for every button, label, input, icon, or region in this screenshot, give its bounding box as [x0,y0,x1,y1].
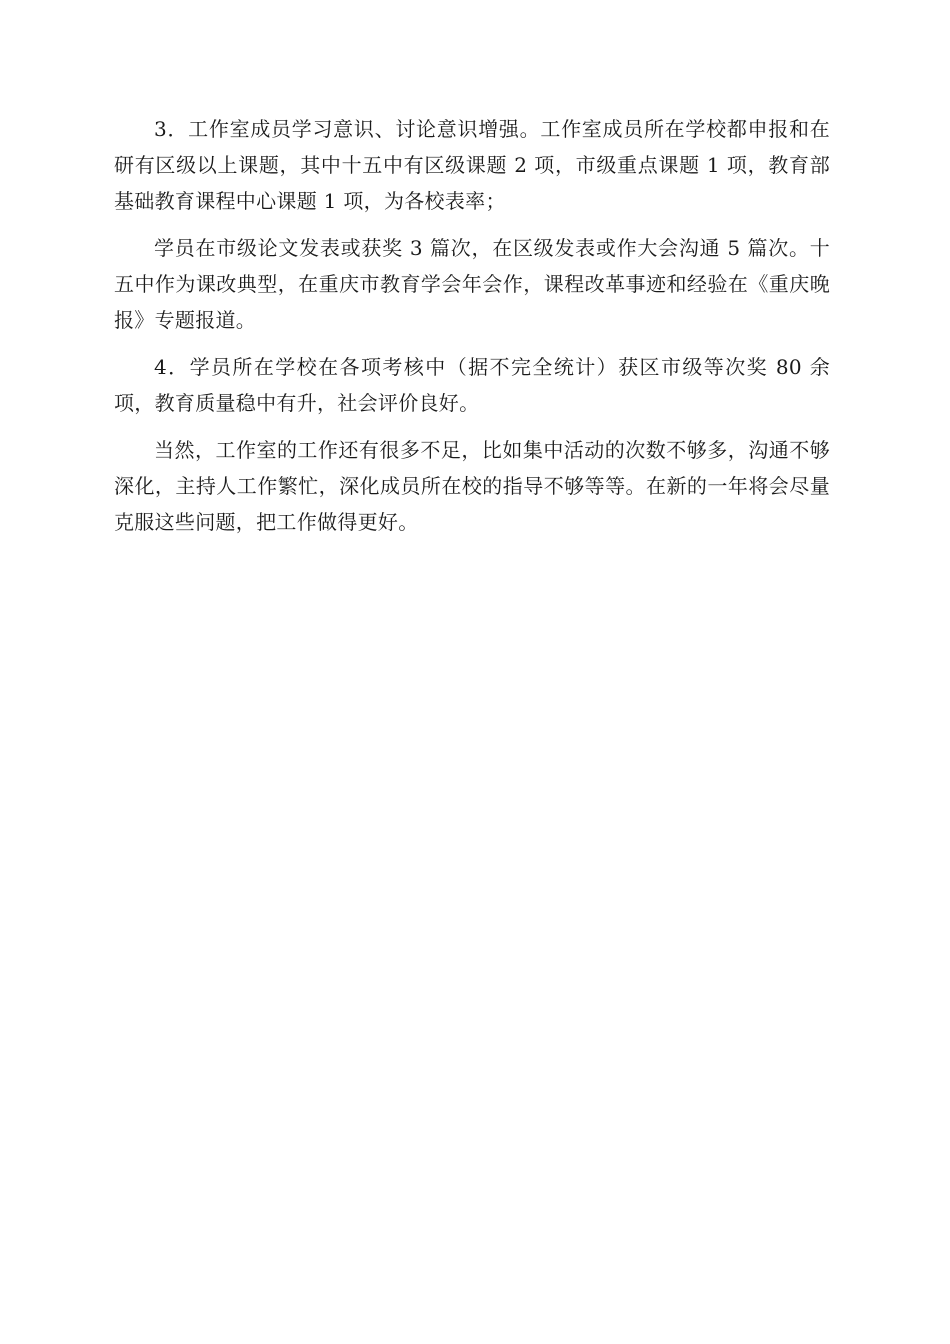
paragraph-school-awards: 4．学员所在学校在各项考核中（据不完全统计）获区市级等次奖 80 余项，教育质量稳中有升，社会评价良好。 [114,355,830,415]
paragraph-research-awareness: 3．工作室成员学习意识、讨论意识增强。工作室成员所在学校都申报和在研有区级以上课题，其中十五中有区级课题 2 项，市级重点课题 1 项，教育部基础教育课程中心课题 1 项，为各校表率； [114,117,830,213]
paragraph-papers-published: 学员在市级论文发表或获奖 3 篇次，在区级发表或作大会沟通 5 篇次。十五中作为课改典型，在重庆市教育学会年会作，课程改革事迹和经验在《重庆晚报》专题报道。 [114,236,830,332]
document-body [114,111,830,551]
paragraph-shortcomings: 当然，工作室的工作还有很多不足，比如集中活动的次数不够多，沟通不够深化，主持人工作繁忙，深化成员所在校的指导不够等等。在新的一年将会尽量克服这些问题，把工作做得更好。 [114,438,830,534]
